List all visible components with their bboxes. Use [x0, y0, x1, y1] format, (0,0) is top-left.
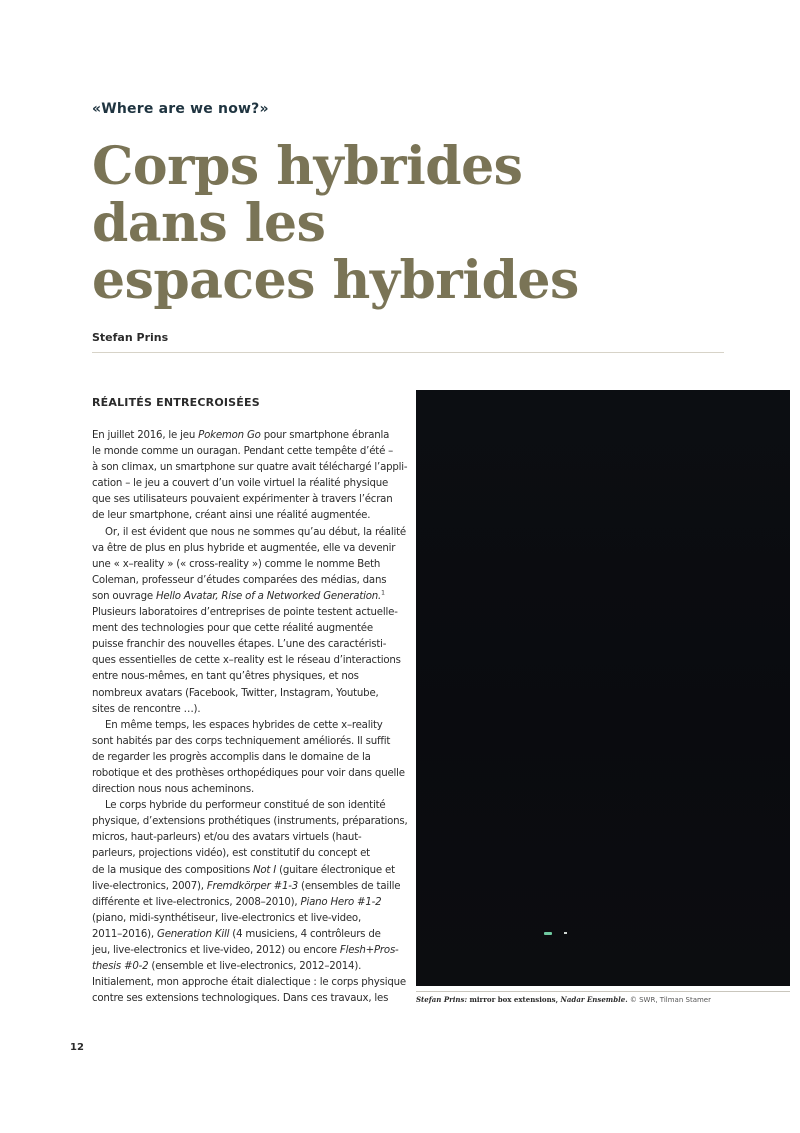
text-run: le monde comme un ouragan. Pendant cette tempête d’été –	[92, 446, 394, 458]
body-line	[92, 476, 402, 492]
body-line	[92, 975, 406, 991]
text-run: ment des technologies pour que cette réalité augmentée	[92, 623, 373, 635]
caption-text: mirror box extensions,	[467, 995, 561, 1004]
body-line	[92, 444, 402, 460]
text-run: de leur smartphone, créant ainsi une réalité augmentée.	[92, 510, 371, 522]
body-line	[92, 702, 402, 718]
text-run: Le corps hybride du performeur constitué de son identité	[105, 800, 386, 812]
caption-credit: © SWR, Tilman Stamer	[627, 996, 711, 1004]
body-line	[92, 943, 402, 959]
body-line	[92, 879, 402, 895]
article-title-line: Corps hybrides	[92, 136, 523, 197]
body-line	[92, 508, 402, 524]
text-run: physique, d’extensions prothétiques (instruments, préparations,	[92, 816, 408, 828]
text-run: jeu, live-electronics et live-video, 2012) ou encore	[92, 945, 340, 956]
body-text	[92, 428, 408, 1007]
body-line	[92, 830, 402, 846]
body-line	[92, 911, 402, 927]
text-run: va être de plus en plus hybride et augmentée, elle va devenir	[92, 542, 396, 554]
stage-light	[564, 932, 567, 934]
caption-name: Stefan Prins:	[416, 995, 468, 1004]
text-run: 2011–2016),	[92, 928, 157, 940]
text-run: puisse franchir des nouvelles étapes. L’une des caractéristi-	[92, 639, 387, 651]
text-run: En même temps, les espaces hybrides de cette x–reality	[105, 719, 383, 731]
body-line	[92, 686, 402, 702]
article-title-line: dans les	[92, 193, 326, 254]
body-line	[92, 991, 402, 1007]
body-line	[92, 573, 402, 589]
text-run: Coleman, professeur d’études comparées des médias, dans	[92, 574, 387, 586]
body-line	[92, 959, 402, 975]
text-run: que ses utilisateurs pouvaient expérimenter à travers l’écran	[92, 494, 393, 506]
text-run: Initialement, mon approche était dialectique : le corps physique	[92, 977, 406, 989]
body-line	[92, 895, 402, 911]
body-line	[92, 718, 402, 734]
footnote-ref: 1	[381, 589, 385, 597]
italic-title: Not I	[252, 864, 277, 876]
text-run: direction nous nous acheminons.	[92, 784, 255, 796]
text-run: parleurs, projections vidéo), est constitutif du concept et	[92, 848, 370, 860]
text-run: de regarder les progrès accomplis dans le domaine de la	[92, 751, 371, 763]
text-run: contre ses extensions technologiques. Dans ces travaux, les	[92, 993, 389, 1005]
body-line	[92, 846, 402, 862]
body-line	[92, 798, 402, 814]
text-run: En juillet 2016, le jeu	[92, 430, 199, 441]
text-run: (piano, midi-synthétiseur, live-electronics et live-video,	[92, 912, 361, 924]
text-run: Plusieurs laboratoires d’entreprises de pointe testent actuelle-	[92, 607, 398, 619]
body-line	[92, 541, 402, 557]
body-line	[92, 460, 408, 476]
text-run: cation – le jeu a couvert d’un voile virtuel la réalité physique	[92, 478, 389, 490]
body-line	[92, 814, 408, 830]
text-run: différente et live-electronics, 2008–2010),	[92, 896, 301, 908]
text-run: (4 musiciens, 4 contrôleurs de	[229, 928, 381, 940]
body-line	[92, 589, 402, 605]
text-run: de la musique des compositions	[92, 864, 253, 876]
body-line	[92, 927, 402, 943]
text-run: une « x–reality » (« cross-reality ») comme le nomme Beth	[92, 558, 381, 570]
text-run: sont habités par des corps techniquement améliorés. Il suffit	[92, 735, 391, 747]
text-run: (ensembles de taille	[298, 880, 401, 892]
body-line	[92, 621, 402, 637]
section-kicker: «Where are we now?»	[92, 101, 269, 117]
concert-photo	[416, 390, 790, 986]
italic-title: thesis #0-2	[92, 961, 149, 973]
body-line	[92, 782, 402, 798]
body-line	[92, 863, 402, 879]
text-run: ques essentielles de cette x–reality est le réseau d’interactions	[92, 655, 401, 667]
italic-title: Hello Avatar, Rise of a Networked Generation.	[155, 590, 382, 602]
body-line	[92, 750, 402, 766]
photo-caption	[416, 995, 711, 1004]
body-line	[92, 637, 402, 653]
article-title	[92, 138, 579, 309]
italic-title: Flesh+Pros-	[339, 945, 399, 956]
italic-title: Piano Hero #1-2	[300, 896, 382, 908]
text-run: robotique et des prothèses orthopédiques pour voir dans quelle	[92, 767, 405, 779]
section-heading: RÉALITÉS ENTRECROISÉES	[92, 396, 260, 409]
header-divider	[92, 352, 724, 353]
text-run: entre nous-mêmes, en tant qu’êtres physiques, et nos	[92, 671, 359, 683]
body-line	[92, 653, 402, 669]
body-line	[92, 525, 406, 541]
italic-title: Fremdkörper #1-3	[206, 880, 299, 892]
article-title-line: espaces hybrides	[92, 250, 579, 311]
body-line	[92, 428, 402, 444]
author-name: Stefan Prins	[92, 331, 169, 344]
text-run: micros, haut-parleurs) et/ou des avatars virtuels (haut-	[92, 832, 362, 844]
text-run: à son climax, un smartphone sur quatre avait téléchargé l’appli-	[92, 462, 408, 474]
italic-title: Pokemon Go	[198, 430, 261, 441]
italic-title: Generation Kill	[157, 928, 230, 940]
body-line	[92, 605, 402, 621]
page-number: 12	[70, 1042, 84, 1053]
text-run: live-electronics, 2007),	[92, 880, 207, 892]
body-line	[92, 492, 402, 508]
caption-divider	[416, 991, 790, 992]
text-run: (ensemble et live-electronics, 2012–2014).	[148, 961, 362, 973]
body-line	[92, 766, 405, 782]
text-run: sites de rencontre …).	[92, 703, 201, 715]
text-run: pour smartphone ébranla	[260, 430, 390, 441]
body-line	[92, 734, 402, 750]
caption-ensemble: Nadar Ensemble.	[560, 995, 628, 1004]
stage-light	[544, 932, 552, 935]
body-line	[92, 669, 402, 685]
text-run: Or, il est évident que nous ne sommes qu’au début, la réalité	[105, 526, 406, 538]
text-run: (guitare électronique et	[276, 864, 395, 876]
text-run: nombreux avatars (Facebook, Twitter, Instagram, Youtube,	[92, 687, 379, 699]
text-run: son ouvrage	[92, 590, 156, 602]
body-line	[92, 557, 402, 573]
